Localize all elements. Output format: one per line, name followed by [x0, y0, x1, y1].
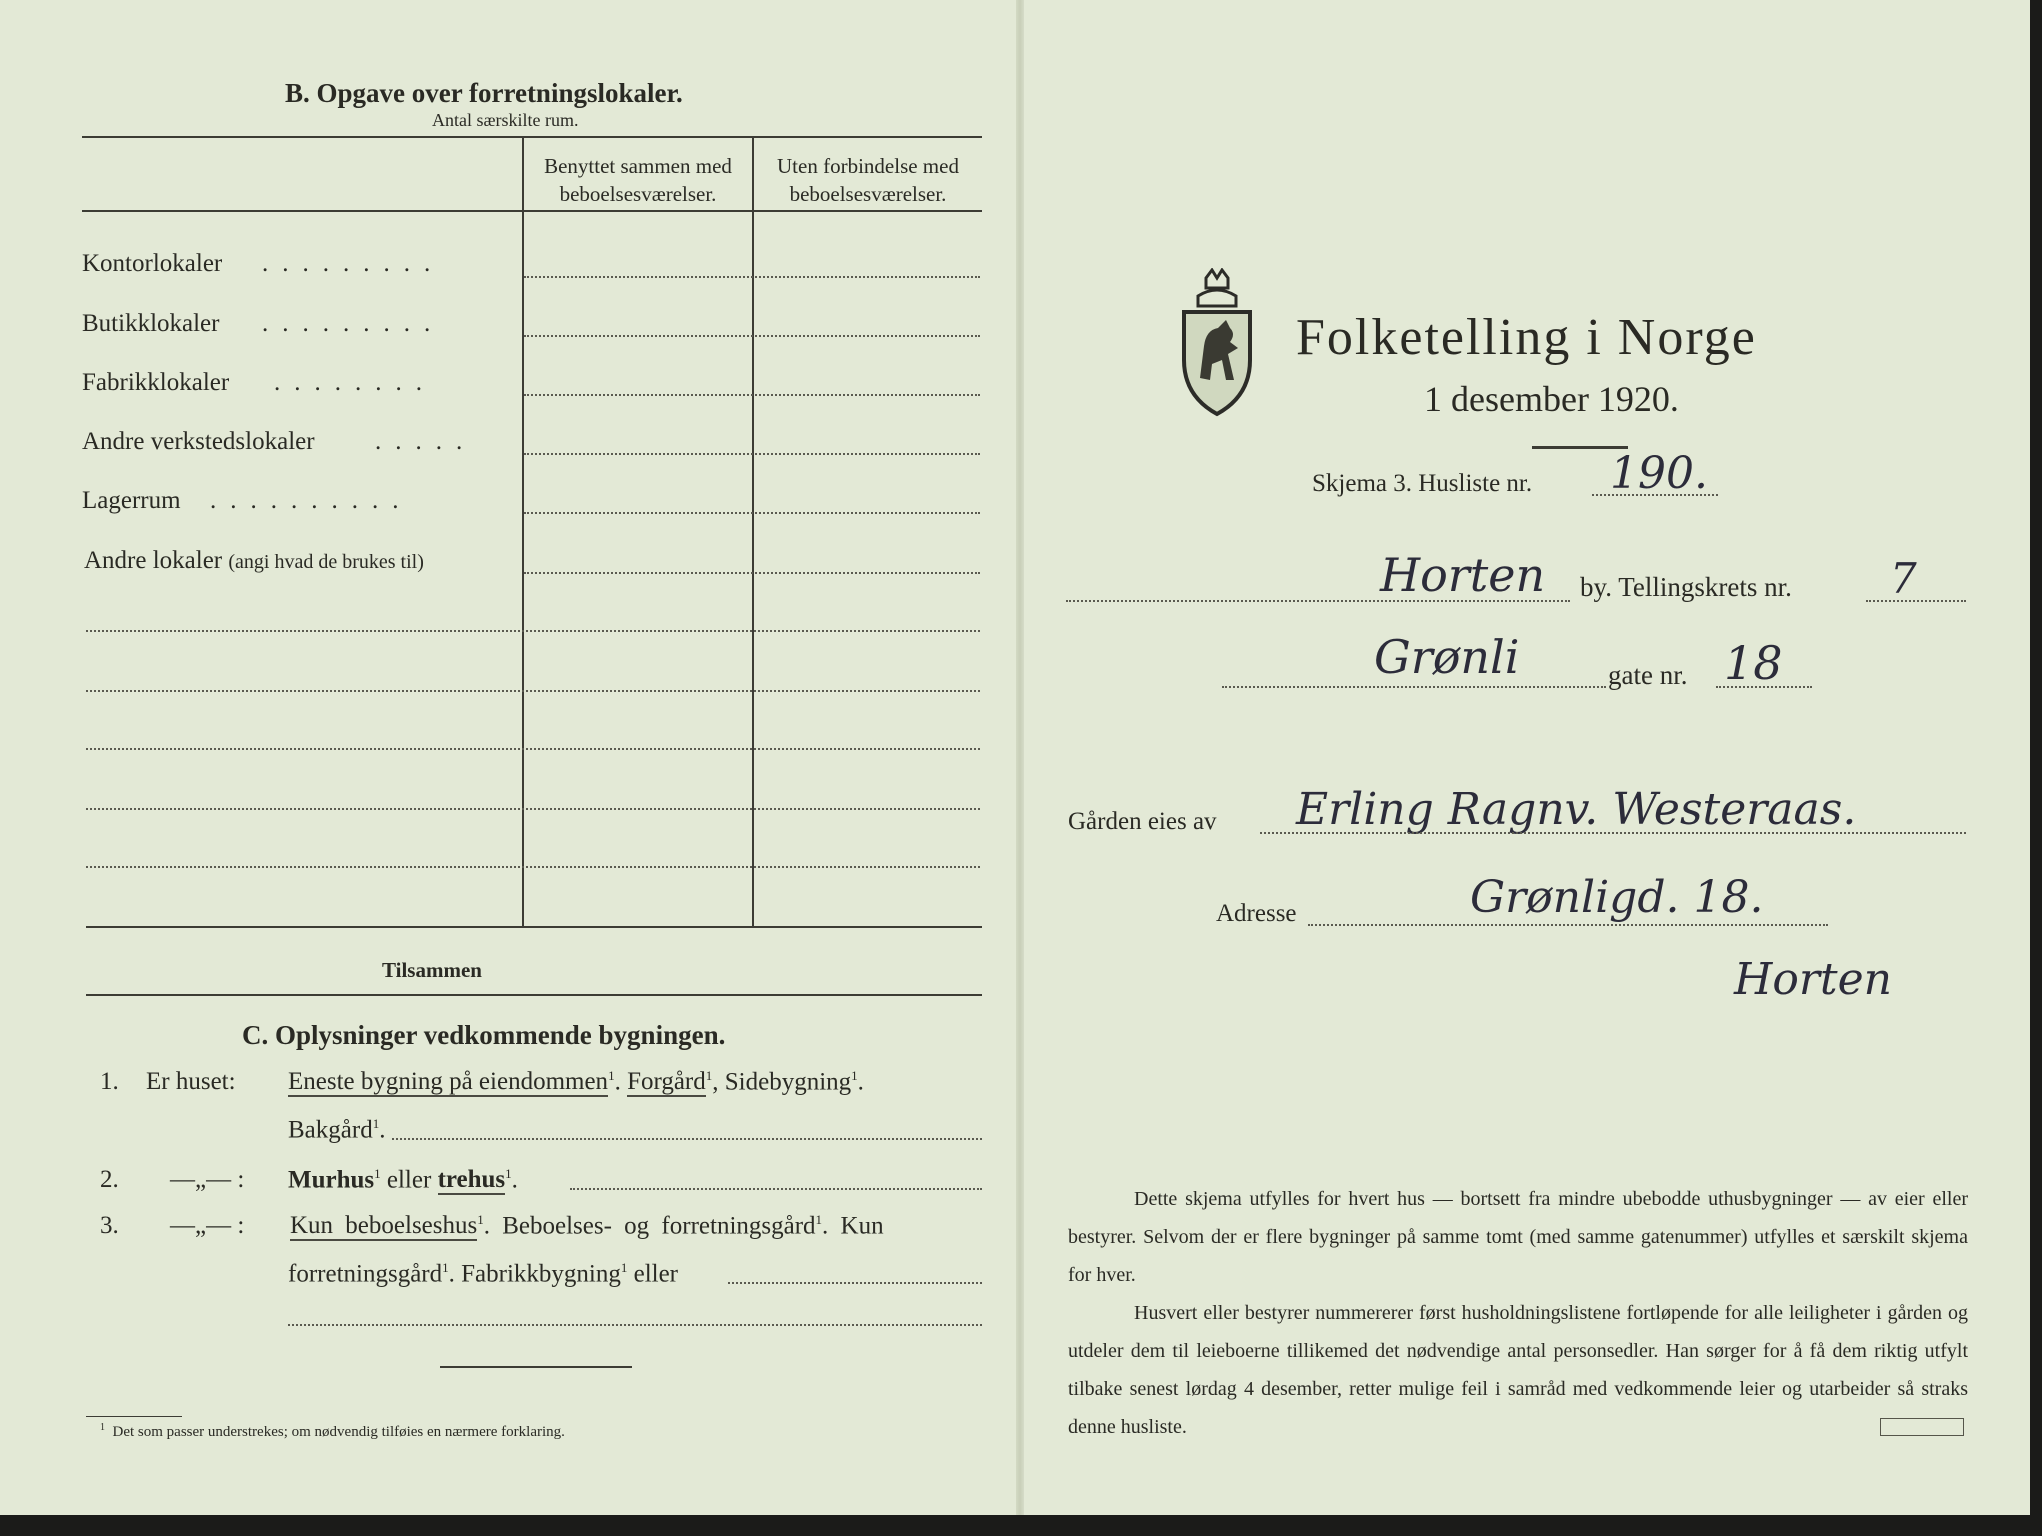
c1-options: Eneste bygning på eiendommen$^1$. Forgård$^1$, Sidebygning$^1$. — [288, 1068, 864, 1096]
section-c-title: C. Oplysninger vedkommende bygningen. — [242, 1020, 726, 1050]
form-title: Folketelling i Norge — [1296, 309, 1757, 366]
c1-label: Er huset: — [146, 1068, 236, 1095]
address-label: Adresse — [1216, 900, 1297, 927]
row-butikklokaler: Butikklokaler — [82, 310, 220, 337]
tellingskrets-number: 7 — [1890, 554, 1917, 603]
c2-ditto: —„— : — [170, 1166, 245, 1193]
c1-options-line2: Bakgård$^1$. — [288, 1116, 386, 1144]
page-fold — [1016, 0, 1024, 1515]
tilsammen-label: Tilsammen — [382, 958, 482, 982]
c3-options-line2: forretningsgård$^1$. Fabrikkbygning$^1$ eller — [288, 1260, 679, 1288]
c3-options: Kun beboelseshus$^1$. Beboelses- og forretningsgård$^1$. Kun — [290, 1212, 884, 1240]
row-fabrikklokaler: Fabrikklokaler — [82, 369, 230, 396]
owner-label: Gården eies av — [1068, 808, 1217, 835]
c1-number: 1. — [100, 1068, 119, 1095]
form-date: 1 desember 1920. — [1424, 379, 1679, 419]
printer-stamp — [1880, 1418, 1964, 1436]
row-andre-verksted: Andre verkstedslokaler — [82, 428, 315, 455]
col-header-separate: Uten forbindelse med beboelsesværelser. — [777, 154, 959, 206]
c3-number: 3. — [100, 1212, 119, 1239]
c2-number: 2. — [100, 1166, 119, 1193]
street-value: Grønli — [1374, 630, 1520, 684]
address-value: Grønligd. 18. — [1470, 872, 1764, 923]
instructions-paragraph-1: Dette skjema utfylles for hvert hus — bortsett fra mindre ubebodde uthusbygninger — av eier eller bestyrer. Selvom der er flere bygninger på samme tomt (med samme gatenummer) utfylles et særskilt skjema for hver. — [1068, 1188, 1968, 1286]
husliste-number: 190. — [1610, 448, 1708, 499]
census-form-sheet: B. Opgave over forretningslokaler. Antal særskilte rum. Benyttet sammen med beboelsesværelser. Uten forbindelse med beboelsesværelser. Kontorlokaler Butikklokaler Fabrikklokaler Andre verkstedslokaler Lagerrum Andre lokaler (angi hvad de brukes til) ......... ......... ........ ..... .......... Tilsammen C. Oplysninger vedkommende bygningen. 1. Er huset: Eneste bygning på eiendommen$^1$. Forgård$^1$, Sidebygning$^1$. Bakgård$^1$. 2. —„— : Murhus$^1$ eller trehus$^1$. 3. —„— : Kun beboelseshus$^1$. Beboelses- og forretningsgård$^1$. Kun forretningsgård$^1$. Fabrikkbygning$^1$ eller $^1$ Det som passer understrekes; om nødvendig tilføies en nærmere forklaring. Folketelling i Norge 1 desember 1920. Skjema 3. Husliste nr. 190. Horten by. Tellingskrets nr. 7 Grønli gate nr. 18 Gården eies av Erling Ragnv. Westeraas. Adresse Grønligd. 18. Horten Dette skjema utfylles for hvert hus — bortsett fra mindre ubebodde uthusbygninger — av eier eller bestyrer. Selvom der er flere bygninger på samme tomt (med samme gatenummer) utfylles et særskilt skjema for hver. Husvert eller bestyrer nummererer først husholdningslistene fortløpende for alle leiligheter i gården og utdeler dem til leieboerne tillikemed det nødvendige antal personsedler. Han sørger for å få dem riktig utfylt tilbake senest lørdag 4 desember, retter mulige feil i samråd med vedkommende leier og utarbeider så straks denne husliste. — [0, 0, 2030, 1515]
c3-ditto: —„— : — [170, 1212, 245, 1239]
col-header-together: Benyttet sammen med beboelsesværelser. — [544, 154, 732, 206]
instructions-paragraph-2: Husvert eller bestyrer nummererer først husholdningslistene fortløpende for alle leiligheter i gården og utdeler dem til leieboerne tillikemed det nødvendige antal personsedler. Han sørger for å få dem riktig utfylt tilbake senest lørdag 4 desember, retter mulige feil i samråd med vedkommende leier og utarbeider så straks denne husliste. — [1068, 1302, 1968, 1438]
norway-coat-of-arms-icon — [1176, 268, 1258, 418]
row-lagerrum: Lagerrum — [82, 487, 181, 514]
c2-options: Murhus$^1$ eller trehus$^1$. — [288, 1166, 518, 1194]
row-kontorlokaler: Kontorlokaler — [82, 250, 223, 277]
row-andre-lokaler: Andre lokaler (angi hvad de brukes til) — [84, 547, 424, 574]
section-b-subtitle: Antal særskilte rum. — [432, 110, 579, 130]
owner-value: Erling Ragnv. Westeraas. — [1296, 784, 1857, 835]
gate-nr-value: 18 — [1724, 636, 1783, 690]
footnote: $^1$ Det som passer understrekes; om nødvendig tilføies en nærmere forklaring. — [100, 1422, 565, 1440]
tellingskrets-label: by. Tellingskrets nr. — [1580, 572, 1792, 602]
address-city-value: Horten — [1734, 954, 1892, 1005]
schema-label: Skjema 3. Husliste nr. — [1312, 470, 1533, 497]
gate-nr-label: gate nr. — [1608, 660, 1688, 690]
section-b-title: B. Opgave over forretningslokaler. — [285, 78, 683, 108]
city-value: Horten — [1380, 548, 1546, 602]
